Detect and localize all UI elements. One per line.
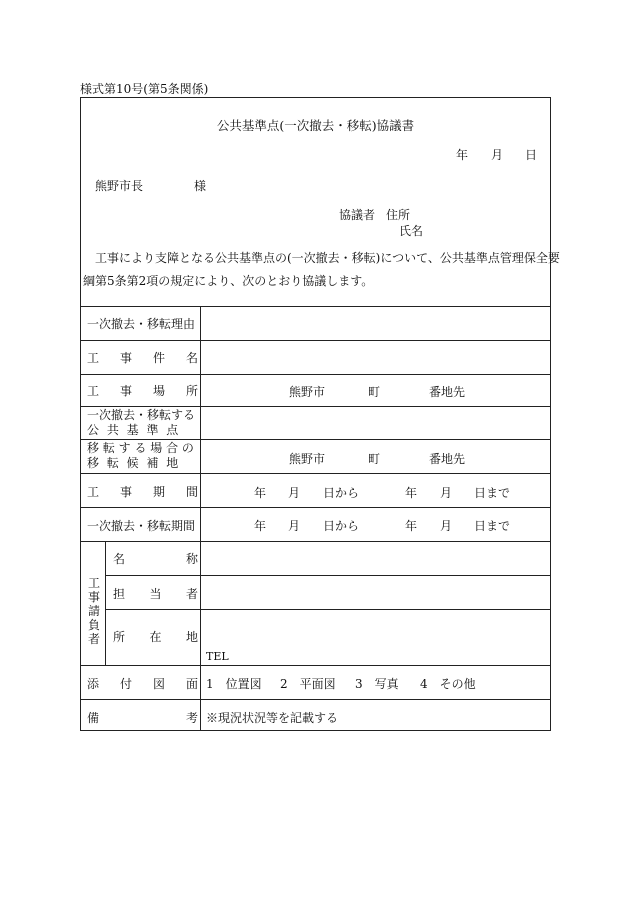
label-move-candidate: 移 転 す る 場 合 の 移 転 候 補 地 — [87, 441, 194, 470]
candidate-lot: 番地先 — [429, 452, 466, 466]
row-divider — [81, 665, 550, 666]
tel-label: TEL — [206, 650, 229, 663]
remarks-note: ※現況状況等を記載する — [206, 711, 339, 725]
row-divider — [81, 699, 550, 700]
row-divider — [81, 541, 550, 542]
name-label: 氏名 — [399, 224, 424, 238]
attachment-item: 3 写真 — [355, 677, 399, 691]
label-attachments: 添 付 図 面 — [87, 677, 198, 691]
address-label: 住所 — [386, 208, 411, 222]
label-work-place: 工 事 場 所 — [87, 384, 198, 398]
attachment-item: 4 その他 — [420, 677, 476, 691]
candidate-city: 熊野市 — [289, 452, 326, 466]
label-work-period: 工 事 期 間 — [87, 485, 198, 499]
body-text-line-1: 工事により支障となる公共基準点の(一次撤去・移転)について、公共基準点管理保全要 — [95, 251, 560, 265]
date-day: 日 — [525, 148, 538, 162]
label-contractor-person: 担 当 者 — [113, 587, 198, 601]
row-divider — [81, 439, 550, 440]
form-number-label: 様式第10号(第5条関係) — [80, 82, 209, 96]
row-divider — [81, 406, 550, 407]
date-year: 年 — [456, 148, 469, 162]
label-target-point: 一次撤去・移転する 公 共 基 準 点 — [87, 408, 196, 437]
row-divider — [81, 473, 550, 474]
body-text-line-2: 綱第5条第2項の規定により、次のとおり協議します。 — [83, 274, 374, 288]
group-column-divider — [105, 541, 106, 665]
label-remarks: 備 考 — [87, 711, 198, 725]
row-divider — [105, 609, 550, 610]
addressee: 熊野市長 — [95, 179, 144, 193]
row-divider — [81, 507, 550, 508]
label-contractor-name: 名 称 — [113, 552, 198, 566]
applicant-label: 協議者 — [339, 208, 376, 222]
label-contractor-address: 所 在 地 — [113, 630, 198, 644]
label-contractor-group: 工事請負者 — [87, 576, 100, 646]
date-month: 月 — [491, 148, 504, 162]
label-work-name: 工 事 件 名 — [87, 351, 198, 365]
row-divider — [81, 374, 550, 375]
label-reason: 一次撤去・移転理由 — [87, 317, 196, 331]
work-place-lot: 番地先 — [429, 385, 466, 399]
attachment-item: 2 平面図 — [280, 677, 336, 691]
work-place-city: 熊野市 — [289, 385, 326, 399]
document-title: 公共基準点(一次撤去・移転)協議書 — [216, 118, 415, 133]
honorific: 様 — [194, 179, 207, 193]
row-divider — [105, 575, 550, 576]
attachment-item: 1 位置図 — [206, 677, 262, 691]
label-removal-period: 一次撤去・移転期間 — [87, 519, 196, 533]
form-frame: 公共基準点(一次撤去・移転)協議書 年 月 日 熊野市長 様 協議者 住所 氏名 工事により支障となる公共基準点の(一次撤去・移転)について、公共基準点管理保全要 綱第5条第2項の規定により、次のとおり協議します。 一次撤去・移転理由 工 事 件 名 工 事 場 所 一次撤去・移転する 公 共 基 準 点 移 転 す る 場 合 の 移 転 候 補 地 工 事 期 間 一次撤去・移転期間 工事請負者 名 称 担 当 者 所 在 地 添 付 図 面 備 考 熊野市 町 番地先 熊野市 町 番地先 年 月 日から 年 月 日まで 年 月 日から 年 月 日まで TEL 1 位置図 2 平面図 3 写真 4 その他 ※現況状況等を記載する — [80, 97, 551, 731]
work-place-town: 町 — [368, 385, 381, 399]
candidate-town: 町 — [368, 452, 381, 466]
row-divider — [81, 340, 550, 341]
table-top-line — [81, 306, 550, 307]
column-divider — [200, 306, 201, 730]
